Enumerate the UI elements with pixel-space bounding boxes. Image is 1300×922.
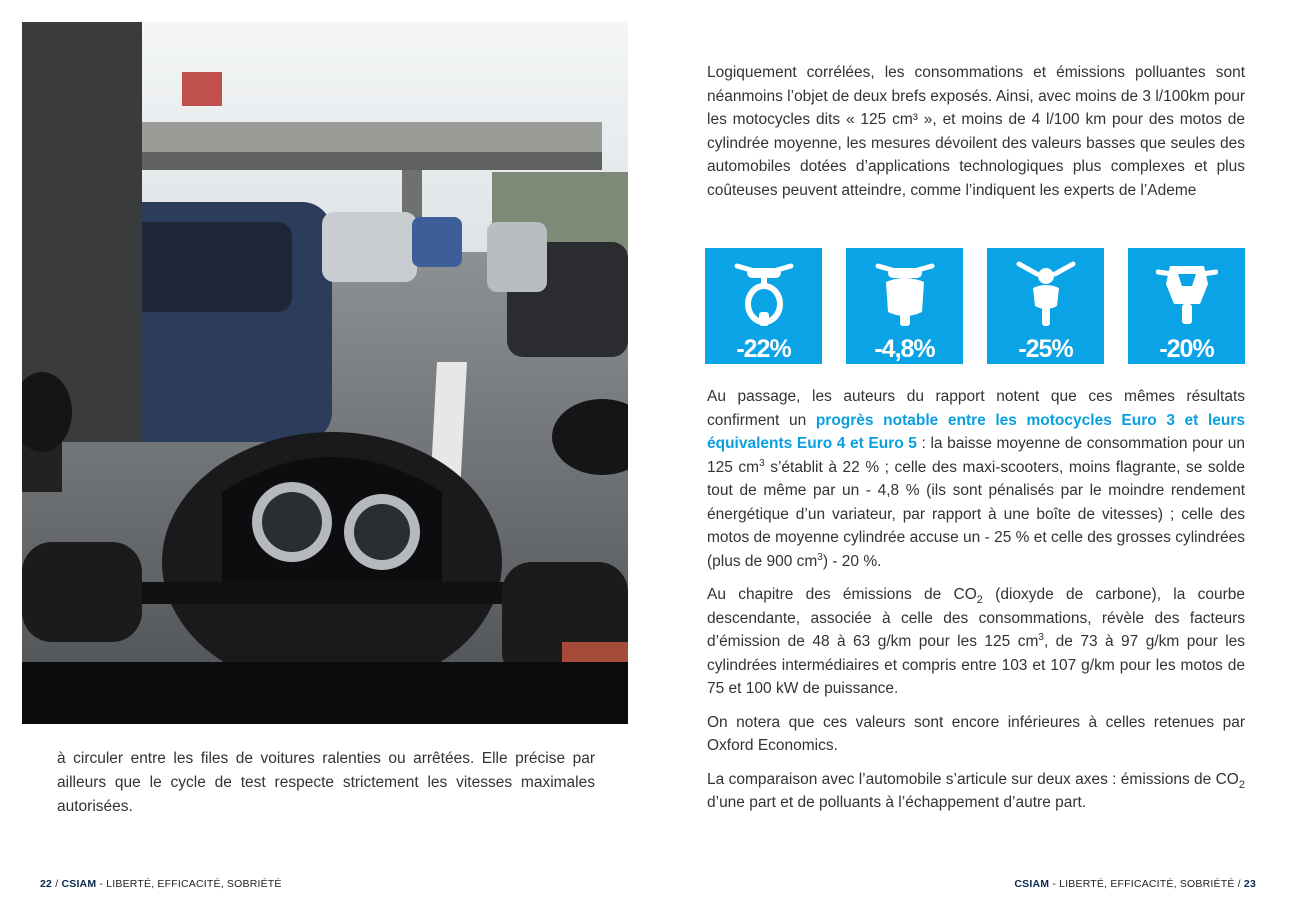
footer-tagline: - LIBERTÉ, EFFICACITÉ, SOBRIÉTÉ <box>96 878 282 890</box>
superscript: 3 <box>759 457 765 469</box>
p2-text-1: : la baisse moyenne de consommation pour un 125 cm <box>707 435 1245 476</box>
tile-value: -25% <box>1018 335 1073 363</box>
co2-emissions-paragraph <box>707 583 1245 701</box>
p2-text-3: ) - 20 %. <box>822 552 882 570</box>
brand-name: CSIAM <box>1014 878 1050 890</box>
p3-text-1: Au chapitre des émissions de CO <box>707 586 977 603</box>
tile-scooter <box>705 248 822 364</box>
intro-paragraph: Logiquement corrélées, les consommations et émissions polluantes sont néanmoins l’objet de deux brefs exposés. Ainsi, avec moins de 3 l/100km pour les motocycles dits « 125 cm³ », et moins de 4 l/100 km pour des motos de cylindrée moyenne, les mesures dévoilent des valeurs basses que seules des automobiles dotées d’applications technologiques plus complexes et plus coûteuses peuvent atteindre, comme l’indiquent les experts de l’Ademe <box>707 64 1245 199</box>
highlight-euro-progress: progrès notable entre les motocycles Euro 3 et leurs équivalents Euro 4 et Euro 5 <box>707 411 1245 452</box>
scooter-icon <box>733 260 795 326</box>
right-column-body <box>707 385 1245 825</box>
superscript: 3 <box>817 551 823 563</box>
p3-text-2: (dioxyde de carbone), la courbe descendante, associée à celle des consommations, révèle des facteurs d’émission de 48 à 63 g/km pour les 125 cm <box>707 586 1245 650</box>
footer-separator: / <box>52 878 62 890</box>
motorcycle-traffic-photo <box>22 22 628 724</box>
p5-text-1: La comparaison avec l’automobile s’articule sur deux axes : émissions de CO <box>707 770 1239 788</box>
oxford-paragraph: On notera que ces valeurs sont encore inférieures à celles retenues par Oxford Economics. <box>707 713 1245 754</box>
tile-value: -4,8% <box>874 335 935 363</box>
tile-value: -22% <box>736 335 791 363</box>
footer-left <box>40 878 282 890</box>
tile-motorcycle <box>987 248 1104 364</box>
footer-right <box>1014 878 1256 890</box>
p3-text-3: , de 73 à 97 g/km pour les cylindrées intermédiaires et compris entre 103 et 107 g/km pour les motos de 75 et 100 kW de puissance. <box>707 633 1246 697</box>
subscript: 2 <box>976 594 983 607</box>
tile-large-motorcycle <box>1128 248 1245 364</box>
footer-tagline: - LIBERTÉ, EFFICACITÉ, SOBRIÉTÉ <box>1049 878 1235 890</box>
motorcycle-rider-in-traffic-photo <box>22 22 628 724</box>
motorcycle-icon <box>1015 260 1077 326</box>
euro-progress-paragraph <box>707 385 1245 573</box>
maxi-scooter-icon <box>874 260 936 326</box>
page-number-right: 23 <box>1243 878 1256 890</box>
left-paragraph: à circuler entre les files de voitures ralenties ou arrêtées. Elle précise par ailleurs que le cycle de test respecte strictement les vitesses maximales autorisées. <box>57 750 595 815</box>
large-motorcycle-icon <box>1156 260 1218 326</box>
p2-text-before: Au passage, les auteurs du rapport notent que ces mêmes résultats confirment un <box>707 388 1245 429</box>
consumption-reduction-tiles <box>705 248 1246 364</box>
footer-separator: / <box>1234 878 1244 890</box>
tile-maxi-scooter <box>846 248 963 364</box>
p5-text-2: d’une part et de polluants à l’échappement d’autre part. <box>707 794 1087 811</box>
brand-name: CSIAM <box>61 878 97 890</box>
tile-value: -20% <box>1159 335 1214 363</box>
superscript: 3 <box>1038 631 1044 643</box>
comparison-paragraph <box>707 768 1245 815</box>
p2-text-2: s’établit à 22 % ; celle des maxi-scooters, moins flagrante, se solde tout de même par un - 4,8 % (ils sont pénalisés par le moindre rendement énergétique d’un variateur, par rapport à une boîte de vitesses) ; celle des motos de moyenne cylindrée accuse un - 25 % et celle des grosses cylindrées (plus de 900 cm <box>707 458 1245 570</box>
subscript: 2 <box>1238 778 1245 791</box>
page-number-left: 22 <box>40 878 53 890</box>
right-column <box>707 61 1245 202</box>
